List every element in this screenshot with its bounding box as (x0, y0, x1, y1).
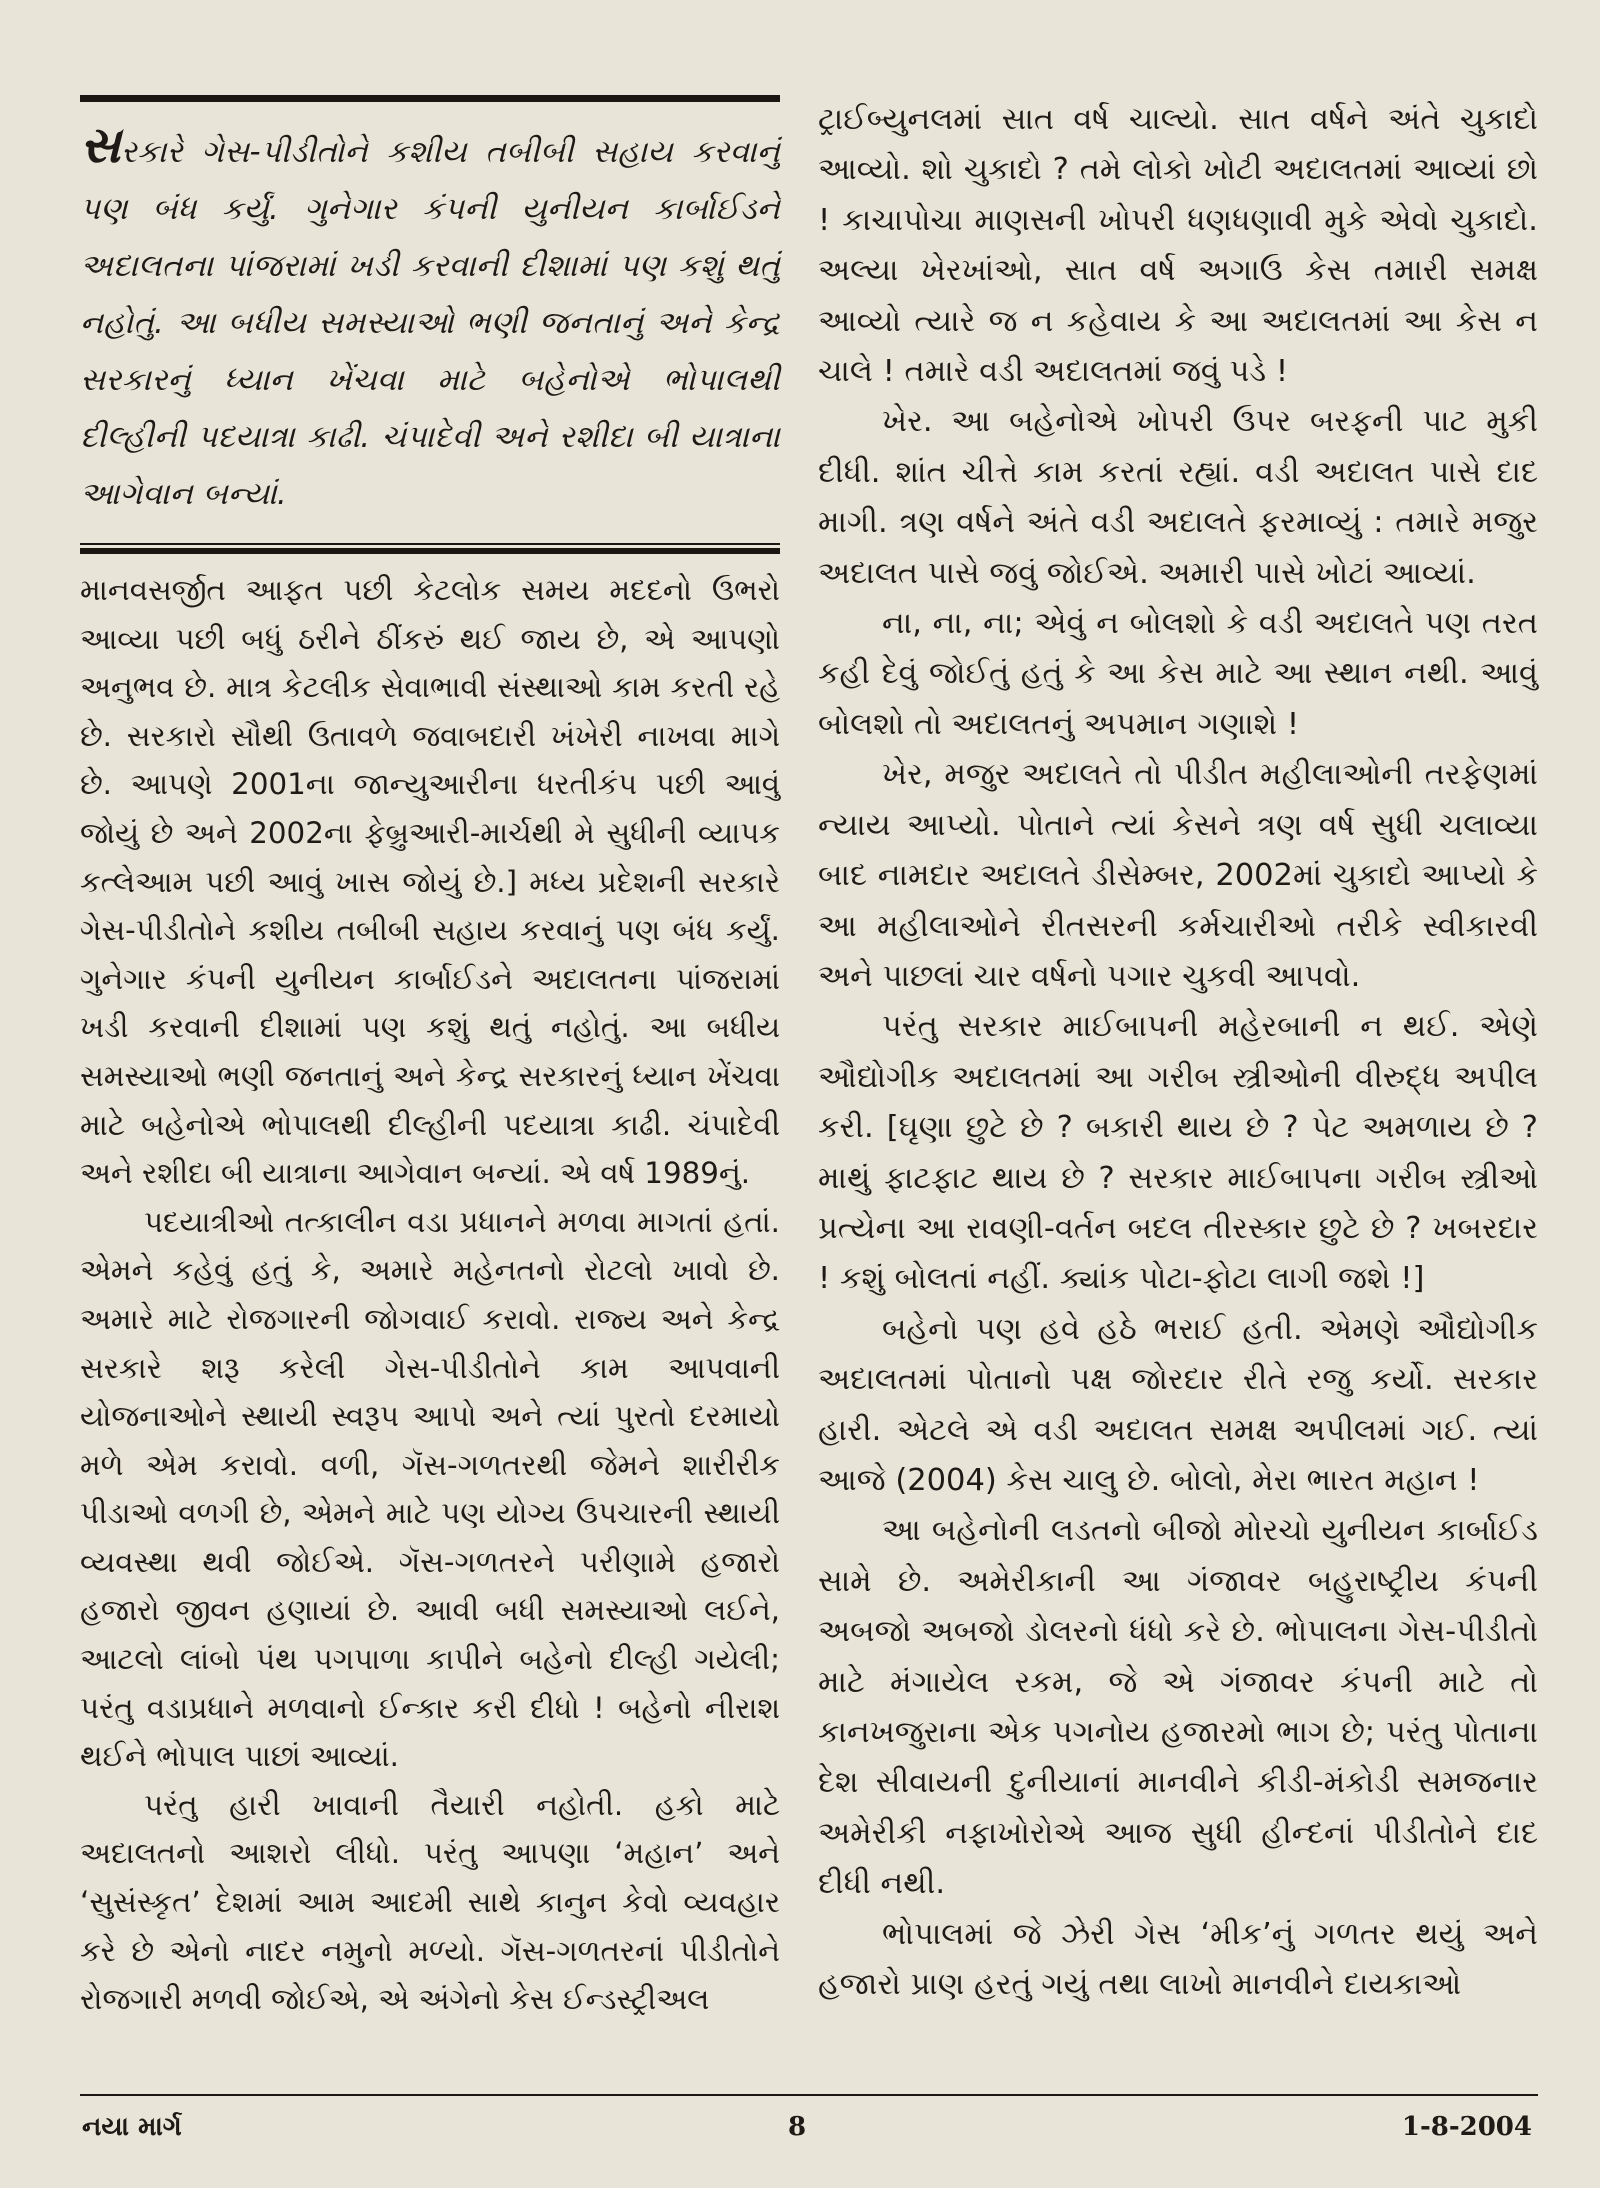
paragraph: આ બહેનોની લડતનો બીજો મોરચો યુનીયન કાર્બાઈડ સામે છે. અમેરીકાની આ ગંજાવર બહુરાષ્ટ્રીય કંપની અબજો અબજો ડોલરનો ધંધો કરે છે. ભોપાલના ગેસ-પીડીતો માટે મંગાયેલ રકમ, જે એ ગંજાવર કંપની માટે તો કાનખજુરાના એક પગનોય હજારમો ભાગ છે; પરંતુ પોતાના દેશ સીવાયની દુનીયાનાં માનવીને કીડી-મંકોડી સમજનાર અમેરીકી નફાખોરોએ આજ સુધી હીન્દનાં પીડીતોને દાદ દીધી નથી. (818, 1513, 1538, 1902)
paragraph: ટ્રાઈબ્યુનલમાં સાત વર્ષ ચાલ્યો. સાત વર્ષને અંતે ચુકાદો આવ્યો. શો ચુકાદો ? તમે લોકો ખોટી અદાલતમાં આવ્યાં છો ! કાચાપોચા માણસની ખોપરી ધણધણાવી મુકે એવો ચુકાદો. અલ્યા ખેરખાંઓ, સાત વર્ષ અગાઉ કેસ તમારી સમક્ષ આવ્યો ત્યારે જ ન કહેવાય કે આ અદાલતમાં આ કેસ ન ચાલે ! તમારે વડી અદાલતમાં જવું પડે ! (818, 102, 1538, 390)
paragraph: બહેનો પણ હવે હઠે ભરાઈ હતી. એમણે ઔદ્યોગીક અદાલતમાં પોતાનો પક્ષ જોરદાર રીતે રજુ કર્યો. સરકાર હારી. એટલે એ વડી અદાલત સમક્ષ અપીલમાં ગઈ. ત્યાં આજે (2004) કેસ ચાલુ છે. બોલો, મેરા ભારત મહાન ! (818, 1311, 1538, 1498)
pullquote-dropcap: સ (80, 116, 121, 174)
pullquote-bottom-rule-thin (80, 543, 780, 545)
paragraph: ખેર, મજુર અદાલતે તો પીડીત મહીલાઓની તરફેણમાં ન્યાય આપ્યો. પોતાને ત્યાં કેસને ત્રણ વર્ષ સુધી ચલાવ્યા બાદ નામદાર અદાલતે ડીસેમ્બર, 2002માં ચુકાદો આપ્યો કે આ મહીલાઓને રીતસરની કર્મચારીઓ તરીકે સ્વીકારવી અને પાછલાં ચાર વર્ષનો પગાર ચુકવી આપવો. (818, 757, 1538, 994)
page-number: 8 (788, 2112, 807, 2142)
paragraph: માનવસર્જીત આફત પછી કેટલોક સમય મદદનો ઉભરો આવ્યા પછી બધું ઠરીને ઠીંકરું થઈ જાય છે, એ આપણો અનુભવ છે. માત્ર કેટલીક સેવાભાવી સંસ્થાઓ કામ કરતી રહે છે. સરકારો સૌથી ઉતાવળે જવાબદારી ખંખેરી નાખવા માગે છે. આપણે 2001ના જાન્યુઆરીના ધરતીકંપ પછી આવું જોયું છે અને 2002ના ફેબ્રુઆરી-માર્ચથી મે સુધીની વ્યાપક કત્લેઆમ પછી આવું ખાસ જોયું છે.] મધ્ય પ્રદેશની સરકારે ગેસ-પીડીતોને કશીય તબીબી સહાય કરવાનું પણ બંધ કર્યું. ગુનેગાર કંપની યુનીયન કાર્બાઈડને અદાલતના પાંજરામાં ખડી કરવાની દીશામાં પણ કશું થતું નહોતું. આ બધીય સમસ્યાઓ ભણી જનતાનું અને કેન્દ્ર સરકારનું ધ્યાન ખેંચવા માટે બહેનોએ ભોપાલથી દીલ્હીની પદયાત્રા કાઢી. ચંપાદેવી અને રશીદા બી યાત્રાના આગેવાન બન્યાં. એ વર્ષ 1989નું. (80, 573, 780, 1191)
paragraph: ખેર. આ બહેનોએ ખોપરી ઉપર બરફની પાટ મુકી દીધી. શાંત ચીત્તે કામ કરતાં રહ્યાં. વડી અદાલત પાસે દાદ માગી. ત્રણ વર્ષને અંતે વડી અદાલતે ફરમાવ્યું : તમારે મજુર અદાલત પાસે જવું જોઈએ. અમારી પાસે ખોટાં આવ્યાં. (818, 404, 1538, 591)
footer-rule (80, 2094, 1538, 2096)
paragraph: ભોપાલમાં જે ઝેરી ગેસ ‘મીક’નું ગળતર થયું અને હજારો પ્રાણ હરતું ગયું તથા લાખો માનવીને દાયકાઓ (818, 1916, 1538, 2003)
paragraph: પરંતુ સરકાર માઈબાપની મહેરબાની ન થઈ. એણે ઔદ્યોગીક અદાલતમાં આ ગરીબ સ્ત્રીઓની વીરુદ્ધ અપીલ કરી. [ઘૃણા છુટે છે ? બકારી થાય છે ? પેટ અમળાય છે ? માથું ફાટફાટ થાય છે ? સરકાર માઈબાપના ગરીબ સ્ત્રીઓ પ્રત્યેના આ રાવણી-વર્તન બદલ તીરસ્કાર છુટે છે ? ખબરદાર ! કશું બોલતાં નહીં. ક્યાંક પોટા-ફોટા લાગી જશે !] (818, 1009, 1538, 1297)
paragraph: પદયાત્રીઓ તત્કાલીન વડા પ્રધાનને મળવા માગતાં હતાં. એમને કહેવું હતું કે, અમારે મહેનતનો રોટલો ખાવો છે. અમારે માટે રોજગારની જોગવાઈ કરાવો. રાજ્ય અને કેન્દ્ર સરકારે શરૂ કરેલી ગેસ-પીડીતોને કામ આપવાની યોજનાઓને સ્થાયી સ્વરૂપ આપો અને ત્યાં પુરતો દરમાયો મળે એમ કરાવો. વળી, ગૅસ-ગળતરથી જેમને શારીરીક પીડાઓ વળગી છે, એમને માટે પણ યોગ્ય ઉપચારની સ્થાયી વ્યવસ્થા થવી જોઈએ. ગૅસ-ગળતરને પરીણામે હજારો હજારો જીવન હણાયાં છે. આવી બધી સમસ્યાઓ લઈને, આટલો લાંબો પંથ પગપાળા કાપીને બહેનો દીલ્હી ગયેલી; પરંતુ વડાપ્રધાને મળવાનો ઈન્કાર કરી દીધો ! બહેનો નીરાશ થઈને ભોપાલ પાછાં આવ્યાં. (80, 1204, 780, 1774)
right-column (818, 95, 1538, 2010)
publication-name: નયા માર્ગ (82, 2112, 182, 2142)
paragraph: પરંતુ હારી ખાવાની તૈયારી નહોતી. હકો માટે અદાલતનો આશરો લીધો. પરંતુ આપણા ‘મહાન’ અને ‘સુસંસ્કૃત’ દેશમાં આમ આદમી સાથે કાનુન કેવો વ્યવહાર કરે છે એનો નાદર નમુનો મળ્યો. ગૅસ-ગળતરનાં પીડીતોને રોજગારી મળવી જોઈએ, એ અંગેનો કેસ ઈન્ડસ્ટ્રીઅલ (80, 1787, 780, 2017)
issue-date: 1-8-2004 (1401, 2112, 1532, 2142)
left-column-body (80, 566, 780, 2024)
pullquote-text: રકારે ગેસ-પીડીતોને કશીય તબીબી સહાય કરવાનું પણ બંધ કર્યું. ગુનેગાર કંપની યુનીયન કાર્બાઈડને અદાલતના પાંજરામાં ખડી કરવાની દીશામાં પણ કશું થતું નહોતું. આ બધીય સમસ્યાઓ ભણી જનતાનું અને કેન્દ્ર સરકારનું ધ્યાન ખેંચવા માટે બહેનોએ ભોપાલથી દીલ્હીની પદયાત્રા કાઢી. ચંપાદેવી અને રશીદા બી યાત્રાના આગેવાન બન્યાં. (80, 134, 780, 512)
pullquote-bottom-rule (80, 548, 780, 554)
pullquote-top-rule (80, 95, 780, 102)
left-column (80, 95, 780, 2024)
pullquote (80, 116, 780, 523)
paragraph: ના, ના, ના; એવું ન બોલશો કે વડી અદાલતે પણ તરત કહી દેવું જોઈતું હતું કે આ કેસ માટે આ સ્થાન નથી. આવું બોલશો તો અદાલતનું અપમાન ગણાશે ! (818, 606, 1538, 742)
